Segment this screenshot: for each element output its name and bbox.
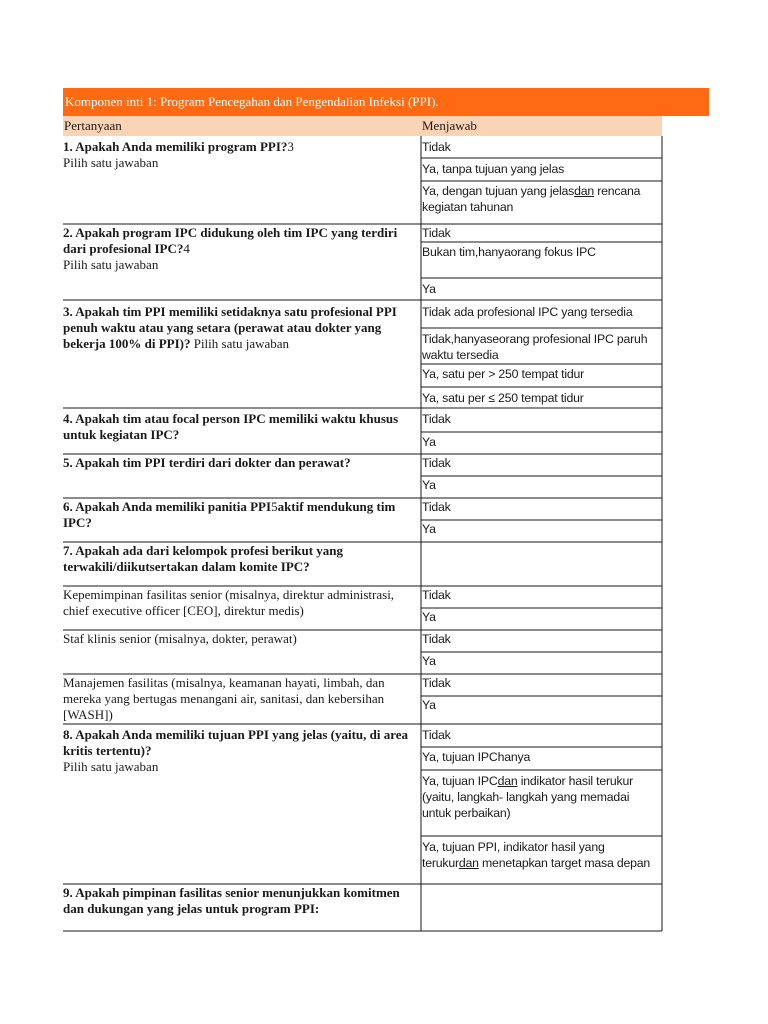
question-7a: Kepemimpinan fasilitas senior (misalnya, direktur administrasi, chief executive officer [CEO], direktur medis) [63, 587, 395, 618]
question-2-instruction: Pilih satu jawaban [63, 257, 159, 272]
question-4 [63, 411, 420, 443]
answer-text: Ya, tujuan PPI, indikator hasil yang terukur [422, 840, 605, 870]
answer-text: indikator hasil terukur (yaitu, langkah- langkah yang memadai untuk perbaikan) [422, 774, 634, 820]
column-header-question: Pertanyaan [63, 116, 421, 136]
question-6-text-rest: aktif mendukung tim IPC? [63, 499, 396, 530]
question-5-text: 5. Apakah tim PPI terdiri dari dokter dan perawat? [63, 455, 351, 470]
question-6-ref: 5 [271, 499, 278, 514]
answer-option[interactable]: Tidak [422, 140, 451, 154]
component-banner: Komponen inti 1: Program Pencegahan dan Pengendalian Infeksi (PPI). [63, 88, 709, 116]
answer-option[interactable]: Tidak [422, 456, 451, 470]
question-8-instruction: Pilih satu jawaban [63, 759, 159, 774]
question-6-text: 6. Apakah Anda memiliki panitia PPI [63, 499, 272, 514]
column-header-answer: Menjawab [421, 116, 662, 136]
question-1-text: 1. Apakah Anda memiliki program PPI? [63, 139, 288, 154]
answer-option[interactable]: Ya, satu per ≤ 250 tempat tidur [422, 391, 584, 405]
answer-option[interactable]: Tidak [422, 500, 451, 514]
answer-option[interactable]: Tidak [422, 676, 451, 690]
answer-option[interactable]: Tidak [422, 412, 451, 426]
question-3-instruction: Pilih satu jawaban [190, 336, 290, 351]
question-1 [63, 139, 420, 171]
answer-option[interactable]: Ya [422, 522, 436, 536]
answer-text: Ya, dengan tujuan yang jelas [422, 184, 575, 198]
answer-option[interactable]: Ya, tanpa tujuan yang jelas [422, 162, 565, 176]
answer-option[interactable] [421, 839, 662, 871]
answer-text: rencana kegiatan tahunan [422, 184, 641, 214]
answer-cell-empty[interactable] [421, 885, 662, 930]
question-2 [63, 225, 420, 273]
answer-text: menetapkan target masa depan [478, 856, 651, 870]
question-9-text: 9. Apakah pimpinan fasilitas senior menunjukkan komitmen dan dukungan yang jelas untuk program PPI: [63, 885, 400, 916]
question-8-text: 8. Apakah Anda memiliki tujuan PPI yang jelas (yaitu, di area kritis tertentu)? [63, 727, 409, 758]
question-5 [63, 455, 420, 471]
answer-option[interactable]: Tidak [422, 588, 451, 602]
question-1-instruction: Pilih satu jawaban [63, 155, 159, 170]
question-3-text: 3. Apakah tim PPI memiliki setidaknya satu profesional PPI penuh waktu atau yang setara (perawat atau dokter yang bekerja 100% di PPI)? [63, 304, 397, 351]
answer-option[interactable]: Tidak [422, 632, 451, 646]
answer-text-underlined: dan [497, 774, 518, 788]
question-3 [63, 304, 420, 352]
answer-option[interactable]: Bukan tim,hanyaorang fokus IPC [422, 245, 596, 259]
question-9 [63, 885, 420, 917]
answer-option[interactable]: Ya [422, 698, 436, 712]
answer-text-underlined: dan [458, 856, 479, 870]
question-2-text: 2. Apakah program IPC didukung oleh tim IPC yang terdiri dari profesional IPC? [63, 225, 398, 256]
question-7b: Staf klinis senior (misalnya, dokter, perawat) [63, 631, 297, 646]
question-8 [63, 727, 420, 775]
answer-option[interactable] [421, 183, 662, 215]
answer-option[interactable]: Ya, tujuan IPChanya [422, 750, 531, 764]
answer-option[interactable]: Tidak [422, 728, 451, 742]
answer-option[interactable]: Tidak [422, 226, 451, 240]
answer-text: Ya, tujuan IPC [422, 774, 498, 788]
question-7-text: 7. Apakah ada dari kelompok profesi berikut yang terwakili/diikutsertakan dalam komite IPC? [63, 543, 344, 574]
answer-option[interactable]: Ya [422, 478, 436, 492]
answer-option[interactable] [421, 773, 662, 821]
answer-option[interactable]: Tidak ada profesional IPC yang tersedia [422, 305, 633, 319]
answer-text-underlined: dan [574, 184, 595, 198]
answer-option[interactable]: Ya [422, 654, 436, 668]
question-7c: Manajemen fasilitas (misalnya, keamanan hayati, limbah, dan mereka yang bertugas menangani air, sanitasi, dan kebersihan [WASH]) [63, 675, 385, 722]
answer-option[interactable]: Ya, satu per > 250 tempat tidur [422, 367, 585, 381]
question-1-ref: 3 [287, 139, 294, 154]
question-6 [63, 499, 420, 531]
question-7 [63, 543, 420, 575]
question-2-ref: 4 [183, 241, 190, 256]
answer-option[interactable]: Ya [422, 610, 436, 624]
answer-option[interactable]: Ya [422, 435, 436, 449]
question-4-text: 4. Apakah tim atau focal person IPC memiliki waktu khusus untuk kegiatan IPC? [63, 411, 399, 442]
answer-option[interactable]: Ya [422, 282, 436, 296]
answer-option[interactable]: Tidak,hanyaseorang profesional IPC paruh waktu tersedia [422, 332, 648, 362]
